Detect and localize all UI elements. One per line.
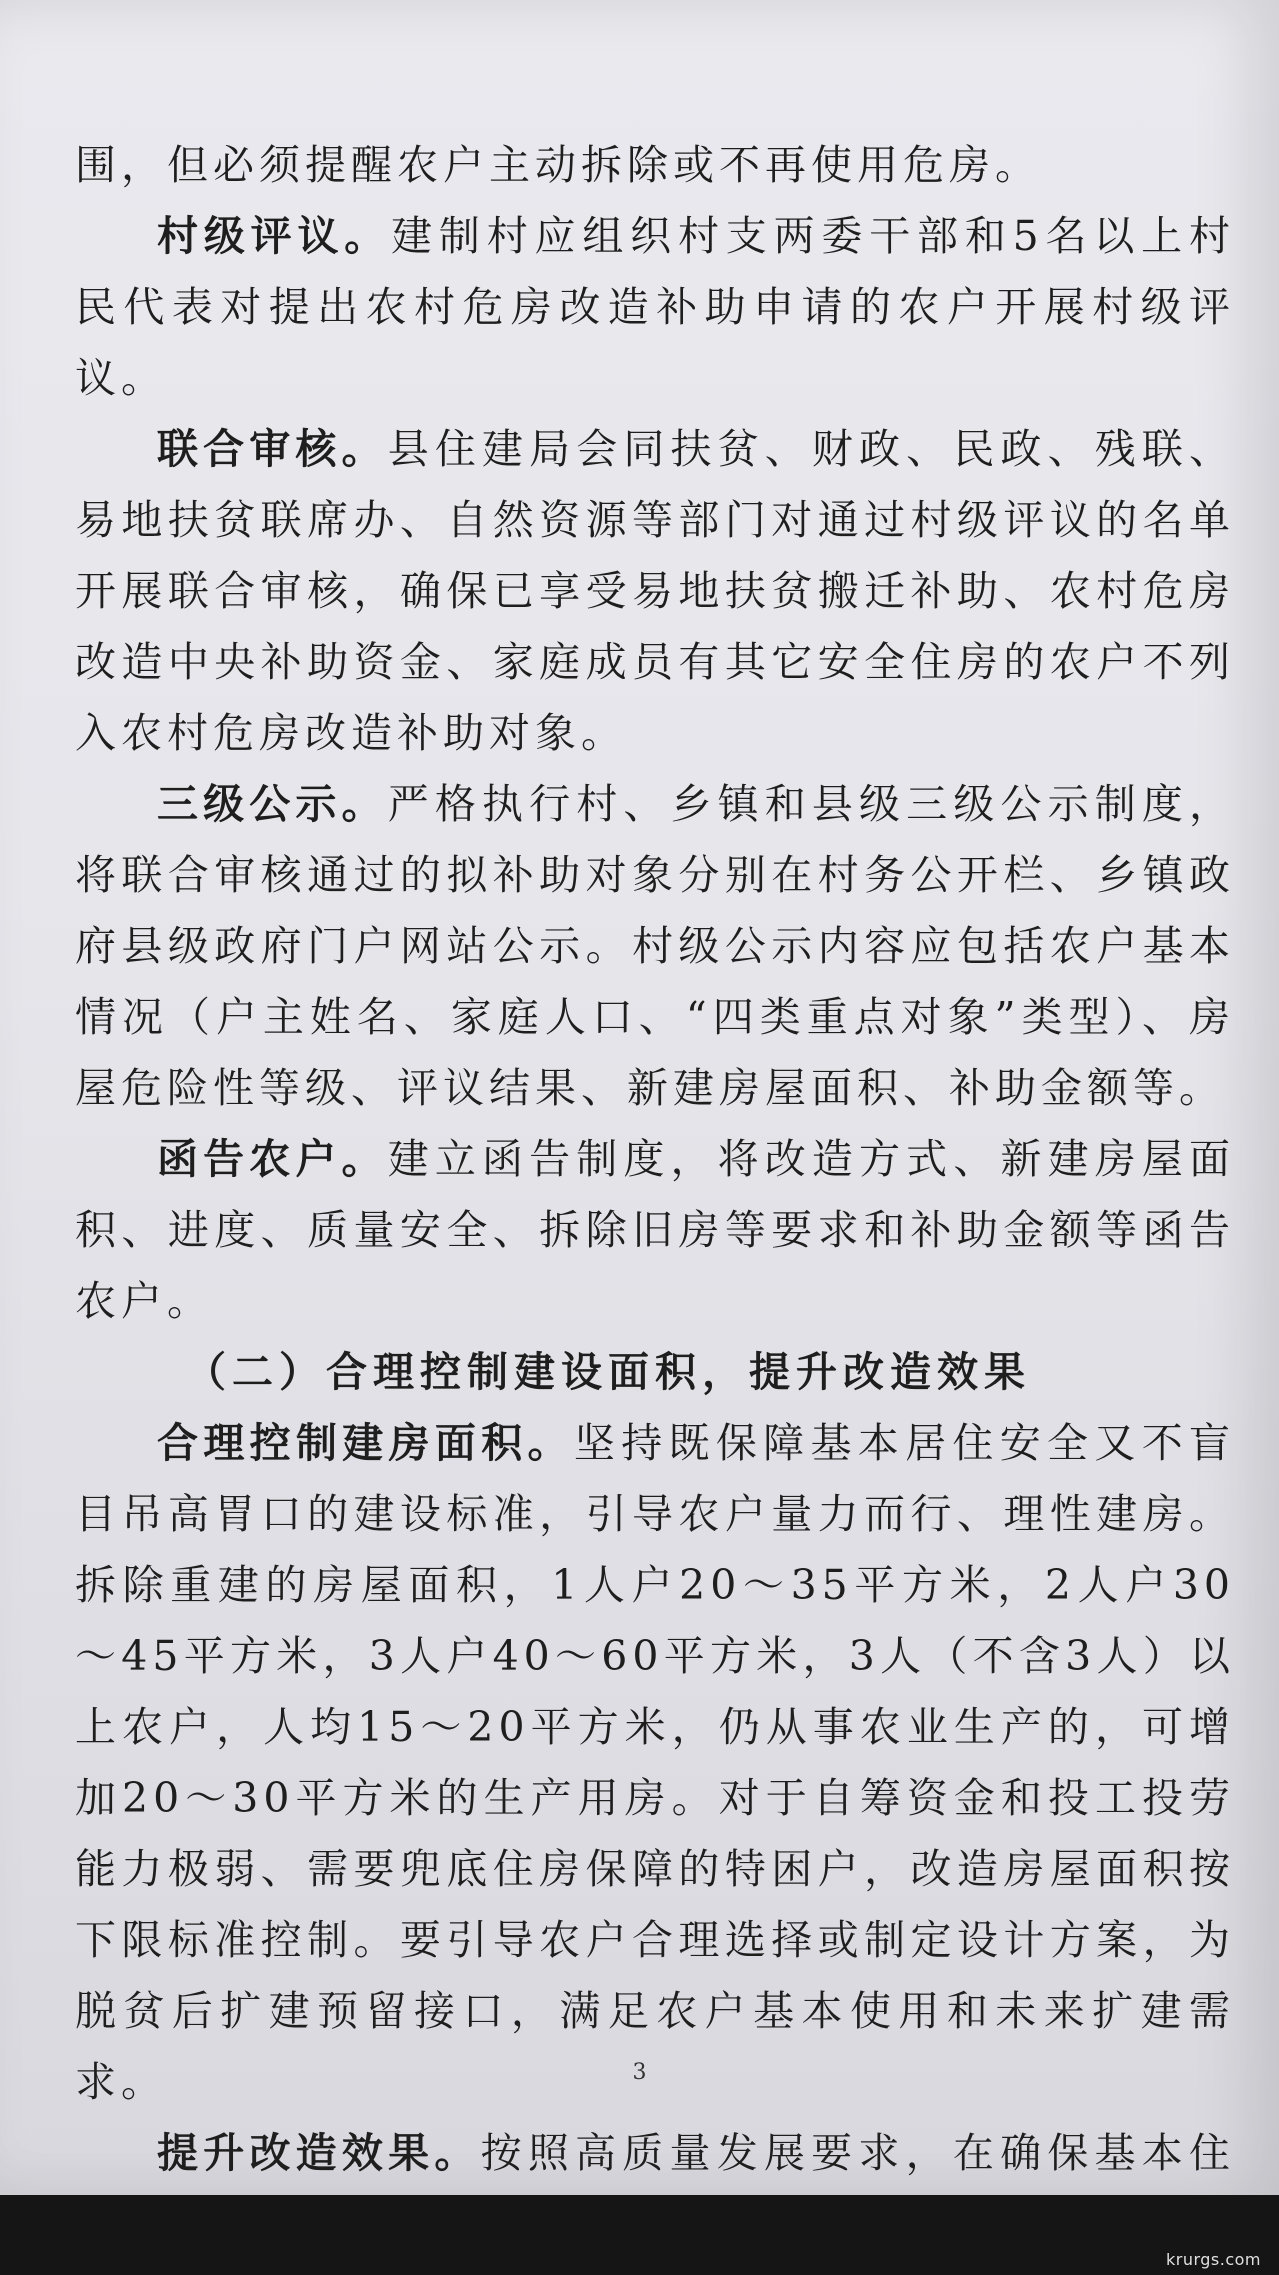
notify-farmers-lead: 函告农户。	[157, 1135, 388, 1183]
paragraph-1-text: 围，但必须提醒农户主动拆除或不再使用危房。	[75, 141, 1041, 189]
paragraph-notify-farmers	[75, 1124, 1235, 1337]
paragraph-1	[75, 130, 1235, 201]
dark-bottom-band	[0, 2195, 1279, 2275]
control-area-lead: 合理控制建房面积。	[157, 1419, 574, 1467]
three-level-notice-text: 严格执行村、乡镇和县级三级公示制度，将联合审核通过的拟补助对象分别在村务公开栏、乡镇政府县级政府门户网站公示。村级公示内容应包括农户基本情况（户主姓名、家庭人口、“四类重点对象”类型）、房屋危险性等级、评议结果、新建房屋面积、补助金额等。	[75, 780, 1236, 1112]
improve-effect-text: 按照高质量发展要求，在确保基本住	[480, 2129, 1236, 2177]
paragraph-control-area	[75, 1408, 1235, 2118]
document-body	[75, 130, 1235, 2260]
section-heading: （二）合理控制建设面积，提升改造效果	[185, 1348, 1031, 1396]
watermark-text: krurgs.com	[1165, 2250, 1261, 2269]
village-review-lead: 村级评议。	[157, 212, 392, 260]
village-review-text: 建制村应组织村支两委干部和5名以上村民代表对提出农村危房改造补助申请的农户开展村级评议。	[75, 212, 1235, 402]
joint-review-text: 县住建局会同扶贫、财政、民政、残联、易地扶贫联席办、自然资源等部门对通过村级评议的名单开展联合审核，确保已享受易地扶贫搬迁补助、农村危房改造中央补助资金、家庭成员有其它安全住房的农户不列入农村危房改造补助对象。	[75, 425, 1236, 757]
paragraph-village-review	[75, 201, 1235, 414]
three-level-notice-lead: 三级公示。	[157, 780, 388, 828]
notify-farmers-text: 建立函告制度，将改造方式、新建房屋面积、进度、质量安全、拆除旧房等要求和补助金额等函告农户。	[75, 1135, 1236, 1325]
paragraph-joint-review	[75, 414, 1235, 769]
page-number: 3	[632, 2060, 647, 2085]
paragraph-three-level-notice	[75, 769, 1235, 1124]
improve-effect-lead: 提升改造效果。	[157, 2129, 481, 2177]
joint-review-lead: 联合审核。	[157, 425, 388, 473]
control-area-text: 坚持既保障基本居住安全又不盲目吊高胃口的建设标准，引导农户量力而行、理性建房。拆除重建的房屋面积，1人户20～35平方米，2人户30～45平方米，3人户40～60平方米，3人（不含3人）以上农户，人均15～20平方米，仍从事农业生产的，可增加20～30平方米的生产用房。对于自筹资金和投工投劳能力极弱、需要兜底住房保障的特困户，改造房屋面积按下限标准控制。要引导农户合理选择或制定设计方案，为脱贫后扩建预留接口，满足农户基本使用和未来扩建需求。	[75, 1419, 1236, 2106]
